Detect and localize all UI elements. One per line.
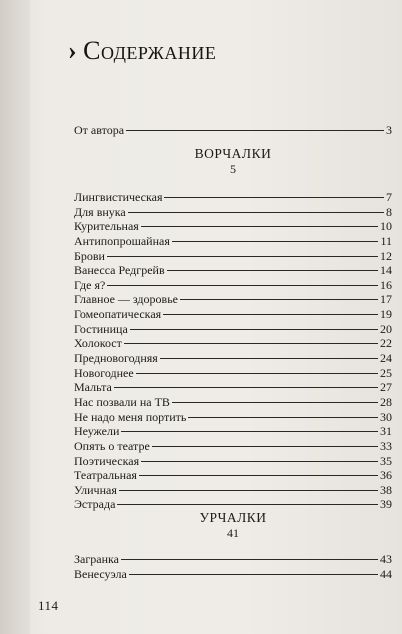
toc-row[interactable]: [74, 454, 392, 469]
leader-line: [188, 417, 378, 418]
toc-row-page: 39: [380, 497, 392, 512]
toc-row-label: Эстрада: [74, 497, 116, 512]
leader-line: [126, 130, 384, 131]
toc-row[interactable]: [74, 263, 392, 278]
leader-line: [172, 241, 379, 242]
toc-row-label: Предновогодняя: [74, 351, 158, 366]
toc-row-label: От автора: [74, 123, 125, 137]
toc-row-label: Гомеопатическая: [74, 307, 162, 322]
toc-row-page: 24: [380, 351, 392, 366]
toc-row[interactable]: [74, 190, 392, 205]
leader-line: [130, 329, 378, 330]
toc-row[interactable]: [74, 552, 392, 567]
toc-row-page: 16: [380, 277, 392, 292]
toc-row-page: 36: [380, 468, 392, 483]
toc-row-label: Нас позвали на ТВ: [74, 394, 170, 409]
leader-line: [163, 314, 378, 315]
toc-row[interactable]: [74, 219, 392, 234]
toc-row-label: Не надо меня портить: [74, 409, 187, 424]
toc-row-label: Лингвистическая: [74, 190, 163, 204]
toc-row-label: Театральная: [74, 468, 137, 483]
toc-row[interactable]: [74, 249, 392, 264]
toc-row-label: Опять о театре: [74, 438, 150, 453]
toc-row[interactable]: [74, 292, 392, 307]
leader-line: [121, 431, 378, 432]
toc-row[interactable]: [74, 439, 392, 454]
toc-row-page: 22: [380, 336, 392, 351]
toc-section-ворчалки: [74, 190, 392, 512]
toc-row-label: Новогоднее: [74, 365, 134, 380]
toc-row[interactable]: [74, 410, 392, 425]
leader-line: [124, 343, 378, 344]
toc-row-page: 3: [386, 123, 392, 137]
toc-row-label: Антипопрошайная: [74, 233, 170, 248]
leader-line: [139, 475, 378, 476]
toc-row[interactable]: [74, 278, 392, 293]
section-title[interactable]: УРЧАЛКИ: [199, 510, 267, 525]
leader-line: [128, 212, 384, 213]
toc-row-page: 12: [380, 248, 392, 263]
toc-row[interactable]: [74, 336, 392, 351]
section-title[interactable]: ВОРЧАЛКИ: [194, 146, 272, 161]
toc-row[interactable]: [74, 366, 392, 381]
toc-row-page: 10: [380, 219, 392, 234]
toc-row-label: Курительная: [74, 219, 139, 234]
page-spine-shadow: [0, 0, 30, 634]
leader-line: [164, 197, 384, 198]
toc-row-page: 30: [380, 409, 392, 424]
toc-row-label: Венесуэла: [74, 566, 127, 581]
leader-line: [141, 226, 378, 227]
leader-line: [129, 574, 378, 575]
toc-row-page: 33: [380, 438, 392, 453]
toc-row-page: 11: [380, 233, 392, 248]
toc-row-label: Брови: [74, 248, 105, 263]
toc-row-page: 28: [380, 394, 392, 409]
toc-row[interactable]: [74, 380, 392, 395]
toc-row-page: 31: [380, 424, 392, 439]
leader-line: [141, 461, 378, 462]
page-number: 114: [38, 598, 59, 613]
toc-row-page: 38: [380, 482, 392, 497]
toc-row[interactable]: [74, 205, 392, 220]
toc-row[interactable]: [74, 483, 392, 498]
leader-line: [172, 402, 378, 403]
toc-row-page: 14: [380, 263, 392, 278]
leader-line: [160, 358, 378, 359]
toc-intro: [74, 123, 392, 138]
toc-row-label: Загранка: [74, 552, 119, 566]
toc-row-label: Гостиница: [74, 321, 128, 336]
toc-row-label: Где я?: [74, 277, 106, 292]
toc-row-page: 25: [380, 365, 392, 380]
leader-line: [167, 270, 378, 271]
title-arrow-icon: ›: [68, 36, 78, 65]
toc-row-page: 43: [380, 552, 392, 566]
leader-line: [136, 373, 378, 374]
title-text: Содержание: [83, 36, 217, 65]
toc-row-page: 7: [386, 190, 392, 204]
toc-row[interactable]: [74, 307, 392, 322]
leader-line: [114, 387, 378, 388]
leader-line: [117, 504, 378, 505]
toc-row-label: Холокост: [74, 336, 122, 351]
toc-row[interactable]: [74, 351, 392, 366]
toc-row[interactable]: [74, 322, 392, 337]
leader-line: [121, 559, 378, 560]
page-title: [68, 36, 216, 66]
toc-row-label: Поэтическая: [74, 453, 140, 468]
toc-row-page: 27: [380, 380, 392, 395]
toc-row-label: Главное — здоровье: [74, 292, 179, 307]
toc-row-page: 19: [380, 307, 392, 322]
toc-row-label: Ванесса Редгрейв: [74, 263, 165, 278]
toc-row-page: 20: [380, 321, 392, 336]
leader-line: [107, 285, 378, 286]
toc-row-page: 44: [380, 566, 392, 581]
toc-row-label: Мальта: [74, 380, 112, 395]
section-page: 5: [230, 162, 236, 176]
toc-row-label: Уличная: [74, 482, 117, 497]
leader-line: [119, 490, 378, 491]
leader-line: [152, 446, 378, 447]
toc-row-page: 35: [380, 453, 392, 468]
toc-row[interactable]: [74, 234, 392, 249]
leader-line: [180, 299, 378, 300]
toc-row-page: 8: [386, 204, 392, 219]
toc-row[interactable]: [74, 567, 392, 582]
toc-row[interactable]: [74, 468, 392, 483]
leader-line: [107, 256, 378, 257]
section-page: 41: [227, 526, 239, 540]
toc-row-label: Для внука: [74, 204, 126, 219]
toc-row[interactable]: [74, 395, 392, 410]
toc-row-label: Неужели: [74, 424, 120, 439]
toc-section-урчалки: [74, 552, 392, 581]
toc-row-page: 17: [380, 292, 392, 307]
toc-row[interactable]: [74, 123, 392, 138]
toc-row[interactable]: [74, 424, 392, 439]
